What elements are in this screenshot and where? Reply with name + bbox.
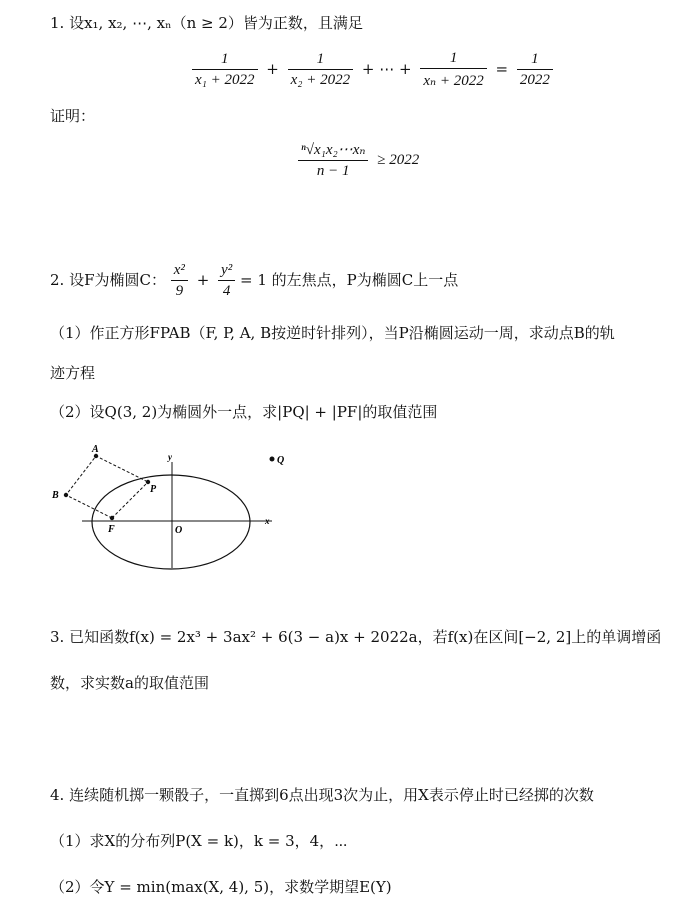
- problem-3-line-2: 数，求实数a的取值范围: [50, 674, 209, 692]
- problem-4-intro: 4. 连续随机掷一颗骰子，一直掷到6点出现3次为止，用X表示停止时已经掷的次数: [50, 786, 594, 804]
- ellipsis-operator: + ⋯ +: [361, 60, 412, 78]
- inequality-rhs: ≥ 2022: [377, 152, 420, 168]
- problem-2-intro: 2. 设F为椭圆C： $\frac{\text{x²}}{9}$ + $\frac{\text{y²}}{4}$ = 1 的左焦点，P为椭圆C上一点: [50, 262, 459, 299]
- problem-2-question-2: （2）设Q(3, 2)为椭圆外一点，求|PQ| + |PF|的取值范围: [50, 403, 438, 421]
- prove-label: 证明：: [50, 107, 96, 125]
- fraction-term-n: $\frac{1}{\text{xₙ + 2022}}$: [420, 50, 486, 90]
- label-q: Q: [277, 455, 285, 466]
- problem-1-equation: [192, 50, 553, 90]
- ellipse-curve: [92, 475, 250, 569]
- problem-4-question-1: （1）求X的分布列P(X = k)，k = 3，4，⋯: [50, 832, 348, 850]
- label-o: O: [175, 525, 183, 536]
- ellipse-figure: [40, 440, 300, 570]
- label-a: A: [92, 444, 99, 455]
- square-fpab: [66, 456, 148, 518]
- equals-operator: =: [495, 60, 509, 78]
- problem-4-question-2: （2）令Y = min(max(X, 4), 5)，求数学期望E(Y): [50, 878, 392, 896]
- ellipse-term-x: $\frac{\text{x²}}{9}$: [171, 262, 188, 300]
- fraction-term-1: $\frac{1}{\text{x₁ + 2022}}$: [192, 51, 258, 89]
- fraction-rhs: $\frac{1}{2022}$: [517, 51, 553, 89]
- point-b: [64, 493, 68, 497]
- problem-2-question-1-cont: 迹方程: [50, 364, 96, 382]
- point-q: [270, 457, 275, 462]
- inequality-fraction: $\frac{\text{ⁿ√x₁x₂⋯xₙ}}{n - 1}$: [298, 140, 368, 180]
- ellipse-term-y: $\frac{\text{y²}}{4}$: [218, 262, 235, 300]
- label-y-axis: y: [168, 452, 172, 462]
- label-p: P: [150, 484, 157, 495]
- problem-1-intro: 1. 设x₁, x₂, ⋯, xₙ（n ≥ 2）皆为正数，且满足: [50, 14, 363, 32]
- problem-1-inequality: [298, 140, 423, 180]
- problem-3-line-1: 3. 已知函数f(x) = 2x³ + 3ax² + 6(3 − a)x + 2022a，若f(x)在区间[−2, 2]上的单调增函: [50, 628, 662, 646]
- fraction-term-2: $\frac{1}{\text{x₂ + 2022}}$: [288, 51, 354, 89]
- label-x-axis: x: [265, 516, 270, 526]
- label-b: B: [52, 490, 59, 501]
- point-f: [110, 516, 114, 520]
- plus-operator: +: [266, 60, 279, 78]
- problem-2-question-1: （1）作正方形FPAB（F, P, A, B按逆时针排列），当P沿椭圆运动一周，求动点B的轨: [50, 324, 615, 342]
- label-f: F: [108, 524, 115, 535]
